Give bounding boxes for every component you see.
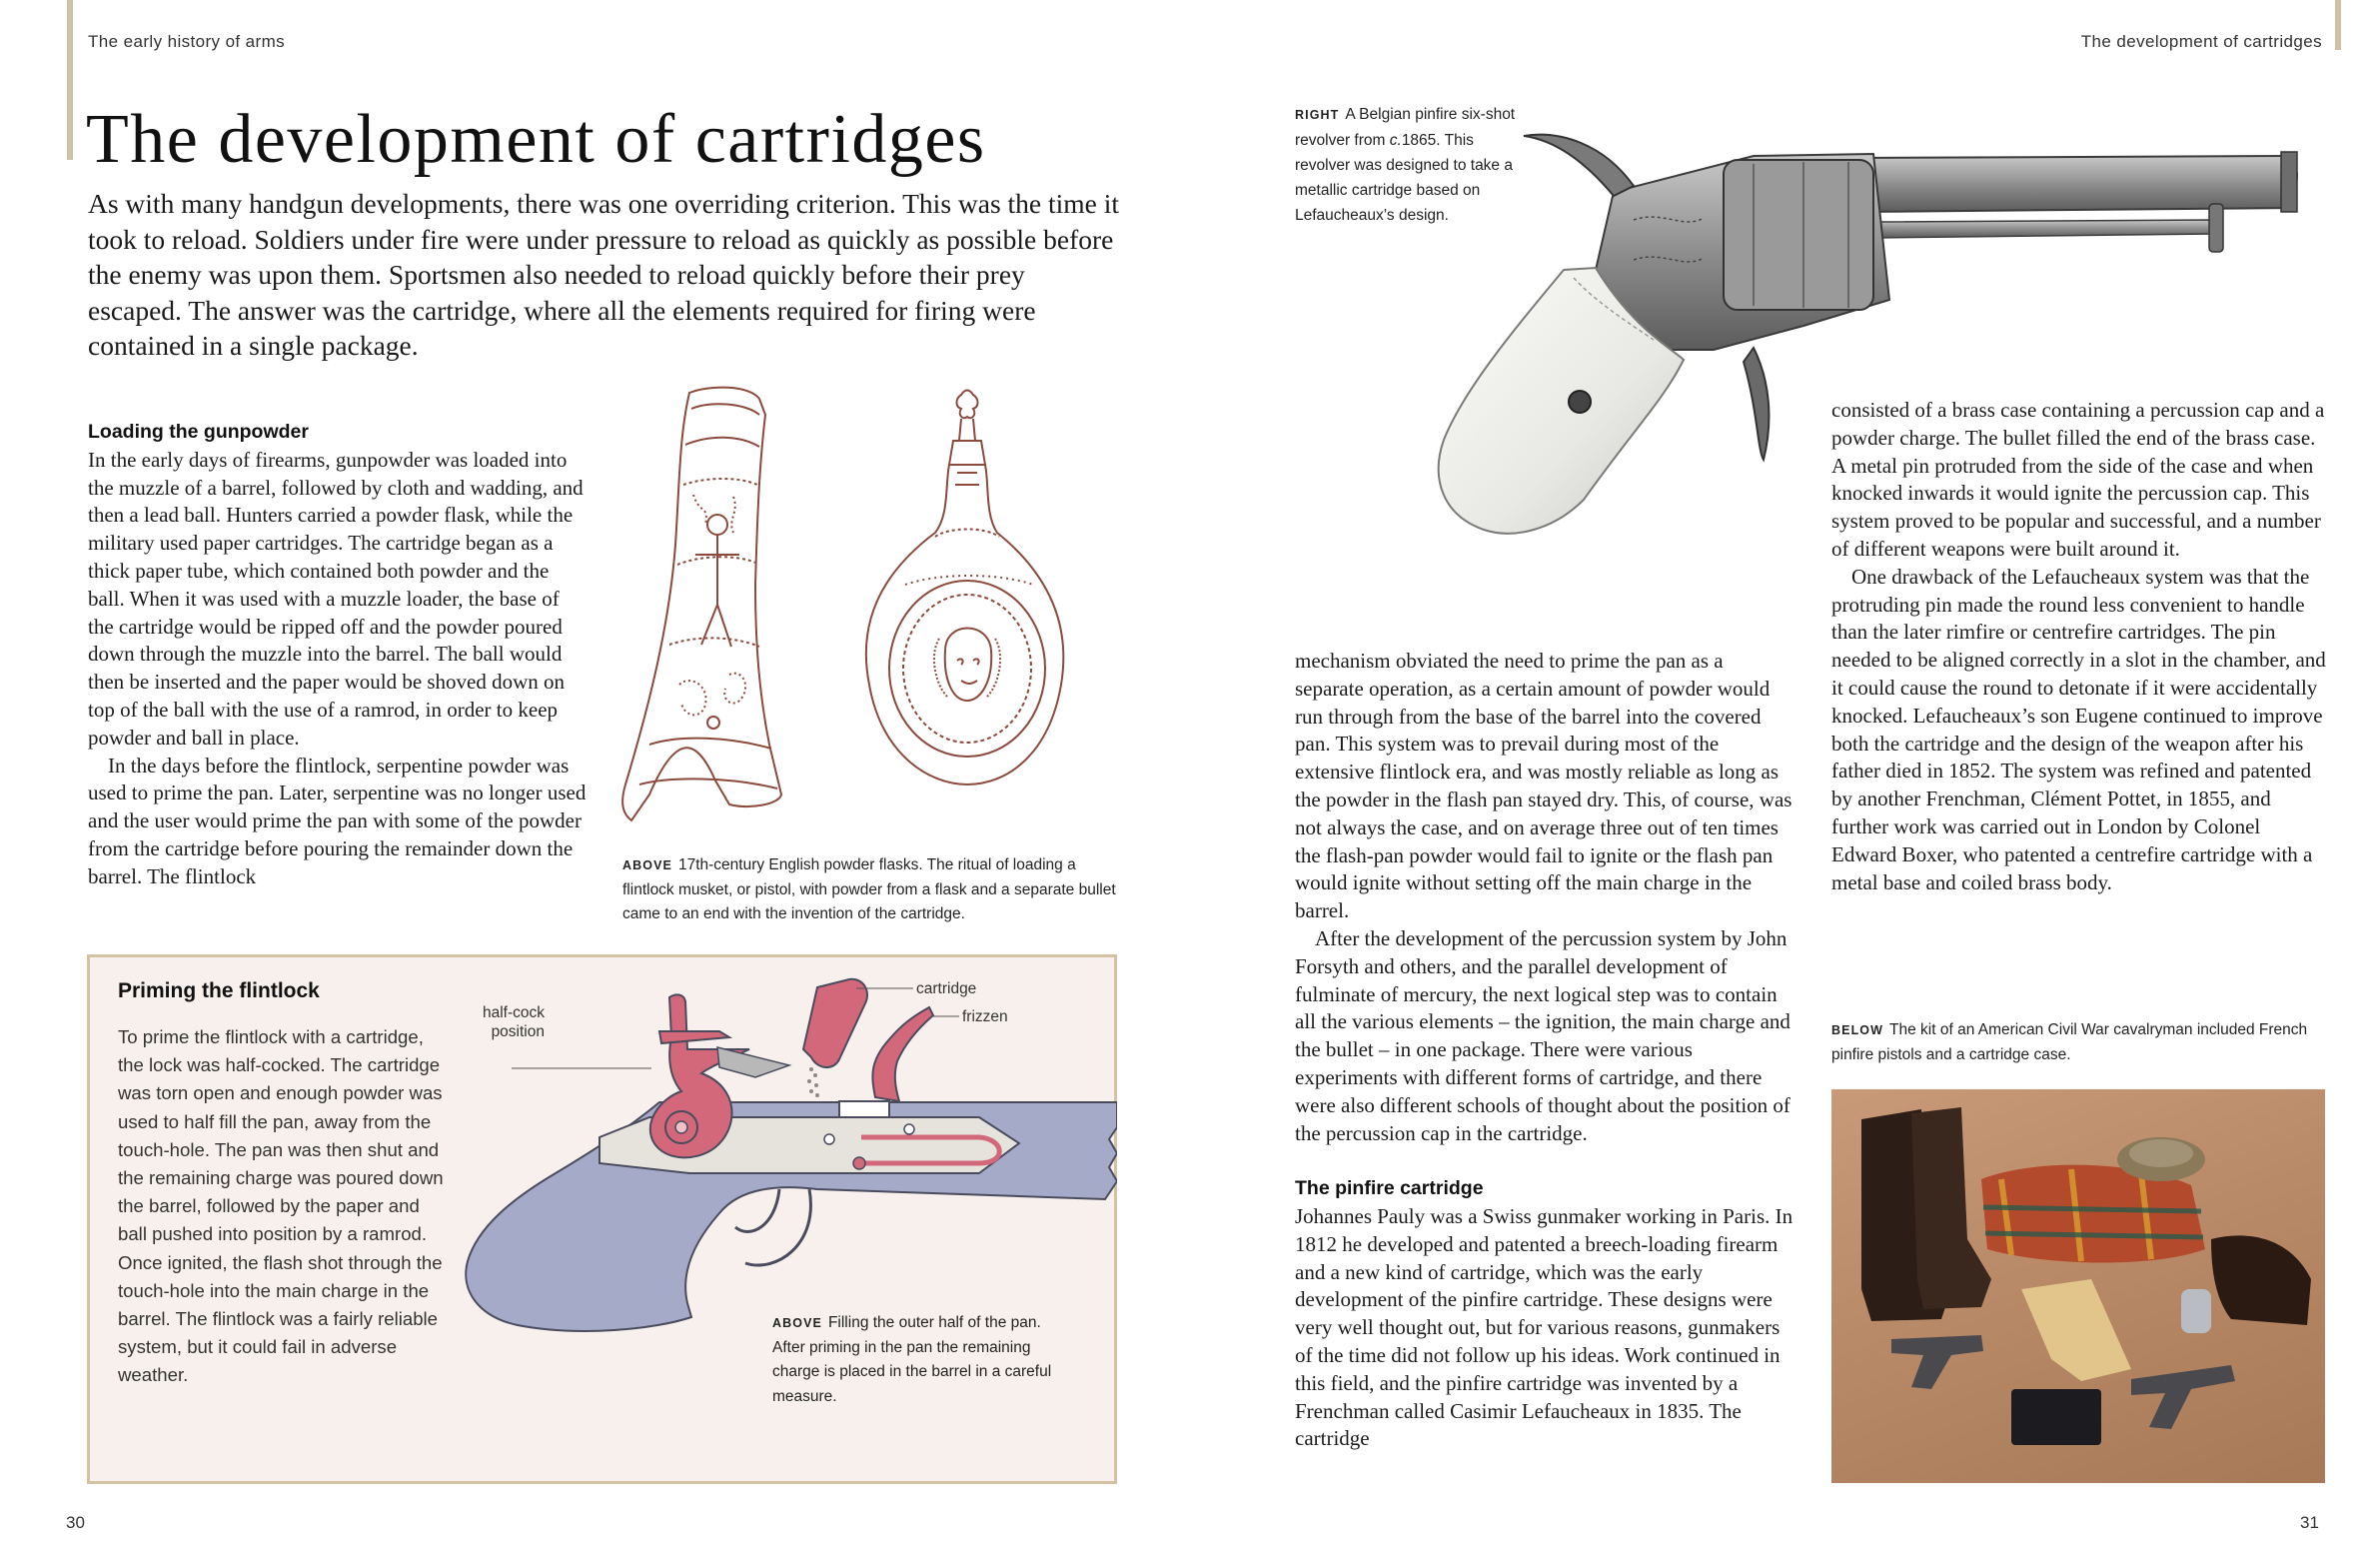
flask-caption (622, 853, 1122, 927)
caption-text: 17th-century English powder flasks. The ritual of loading a flintlock musket, or pistol, with powder from a flask and a separate bullet came to an end with the invention of the cartridge. (622, 856, 1116, 922)
revolver-hammer (1524, 135, 1634, 196)
label-cartridge: cartridge (916, 980, 977, 997)
intro-paragraph: As with many handgun developments, there was one overriding criterion. This was the time it took to reload. Soldiers under fire were under pressure to reload as quickly as possible before the enemy was upon them. Sportsmen also needed to reload quickly before their prey escaped. The answer was the cartridge, where all the elements required for firing were contained in a single package. (88, 188, 1120, 361)
label-frizzen: frizzen (962, 1008, 1008, 1025)
right-column-2 (1831, 397, 2327, 988)
kit-caption (1831, 1018, 2327, 1067)
paragraph: consisted of a brass case containing a percussion cap and a powder charge. The bullet filled the end of the brass case. A metal pin protruded from the side of the case and when knocked inwards it would ignite the percussion cap. This system proved to be popular and successful, and a number of different weapons were built around it. (1831, 398, 2325, 561)
grip-screw (1569, 391, 1591, 413)
running-head-right: The development of cartridges (2080, 32, 2322, 51)
paragraph: Johannes Pauly was a Swiss gunmaker working in Paris. In 1812 he developed and patented a breech-loading firearm and a new kind of cartridge, which was the early development of the pinfire cartridge. These designs were very well thought out, but for various reasons, gunmakers of the time did not follow up his ideas. Work continued in this field, and the pinfire cartridge was invented by a Frenchman called Casimir Lefaucheaux in 1835. The cartridge (1295, 1203, 1793, 1451)
section-heading-pinfire: The pinfire cartridge (1295, 1177, 1484, 1200)
caption-keyword: RIGHT (1295, 108, 1340, 122)
caption-keyword: ABOVE (772, 1316, 822, 1330)
paragraph: After the development of the percussion system by John Forsyth and others, and the parallel development of fulminate of mercury, the next logical step was to contain all the various elements – the ignition, the main charge and the bullet – in one package. There were various experiments with different forms of cartridge, and there were also different schools of thought about the position of the percussion cap in the cartridge. (1295, 925, 1790, 1145)
gauntlet-gloves (2021, 1279, 2131, 1381)
cartridge-box (2011, 1389, 2101, 1445)
pinfire-pistol-left (1891, 1335, 1983, 1389)
powder-flasks-illustration (609, 385, 1129, 844)
page-number-right: 31 (2300, 1513, 2319, 1532)
kit-photo-contents (1831, 1089, 2325, 1483)
ejector-rod (1873, 220, 2215, 238)
page-title: The development of cartridges (86, 101, 986, 178)
paragraph: In the early days of firearms, gunpowder was loaded into the muzzle of a barrel, followed by cloth and wadding, and then a lead ball. Hunters carried a powder flask, while the military used paper cartridges. The cartridge began as a thick paper tube, which contained both powder and the ball. When it was used with a muzzle loader, the base of the cartridge would be ripped off and the powder poured down through the muzzle into the barrel. The ball would then be inserted and the paper would be shoved down on top of the ball with the use of a ramrod, in order to keep powder and ball in place. (88, 447, 584, 750)
shoes (2211, 1235, 2311, 1325)
caption-keyword: ABOVE (622, 858, 672, 872)
right-margin-rule (2335, 0, 2341, 50)
priming-flintlock-box (87, 954, 1117, 1484)
revolver-cylinder (1724, 160, 1873, 310)
left-column (88, 419, 590, 934)
right-column-1 (1295, 648, 1796, 1487)
frizzen (872, 1007, 933, 1101)
label-half-cock: half-cock position (482, 1004, 545, 1040)
box-text: To prime the flintlock with a cartridge, the lock was half-cocked. The cartridge was torn open and enough powder was used to half fill the pan, away from the touch-hole. The pan was then shut and the remaining charge was poured down the barrel, followed by the paper and ball pushed into position by a ramrod. Once ignited, the flash shot through the touch-hole into the main charge in the barrel. The flintlock was a fairly reliable system, but it could fail in adverse weather. (118, 1026, 444, 1386)
flash-pan (839, 1101, 889, 1117)
caption-keyword: BELOW (1831, 1023, 1884, 1037)
paragraph: mechanism obviated the need to prime the pan as a separate operation, as a certain amount of powder would run through from the base of the barrel into the covered pan. This system was to prevail during most of the extensive flintlock era, and was mostly reliable as long as the powder in the flash pan stayed dry. This, of course, was not always the case, and on average three out of ten times the flash-pan powder would fail to ignite or the flash pan would ignite without setting off the main charge in the barrel. (1295, 649, 1792, 923)
revolver-barrel (1853, 156, 2297, 212)
running-head-left: The early history of arms (88, 32, 286, 51)
cavalryman-kit-photo (1831, 1089, 2325, 1483)
left-margin-rule (67, 0, 73, 160)
paper-cartridge (803, 979, 867, 1067)
box-caption (772, 1311, 1062, 1409)
pear-flask (957, 391, 978, 419)
paragraph: One drawback of the Lefaucheaux system was that the protruding pin made the round less convenient to handle than the later rimfire or centrefire cartridges. The pin needed to be aligned correctly in a slot in the chamber, and it could cause the round to detonate if it were accidentally knocked. Lefaucheaux’s son Eugene continued to improve both the cartridge and the design of the weapon after his father died in 1852. The system was refined and patented by another Frenchman, Clément Pottet, in 1855, and further work was carried out in London by Colonel Edward Boxer, who patented a centrefire cartridge with a metal base and coiled brass body. (1831, 564, 2326, 894)
horn-flask (622, 388, 781, 820)
tin-flask (2181, 1289, 2211, 1333)
revolver-caption: RIGHT A Belgian pinfire six-shot revolver from c.1865. This revolver was designed to take a metallic cartridge based on Lefaucheaux’s design. (1295, 106, 1516, 224)
page-number-left: 30 (66, 1513, 85, 1532)
caption-text: The kit of an American Civil War cavalryman included French pinfire pistols and a cartridge case. (1831, 1021, 2308, 1063)
section-heading-loading: Loading the gunpowder (88, 421, 309, 443)
box-heading: Priming the flintlock (118, 979, 320, 1002)
revolver-trigger (1744, 348, 1769, 460)
pinfire-pistol-right (2131, 1365, 2235, 1429)
paragraph: In the days before the flintlock, serpentine powder was used to prime the pan. Later, serpentine was no longer used and the user would prime the pan with some of the powder from the cartridge before pouring the remainder down the barrel. The flintlock (88, 753, 587, 888)
caption-text: Filling the outer half of the pan. After priming in the pan the remaining charge is placed in the barrel in a careful measure. (772, 1314, 1052, 1405)
